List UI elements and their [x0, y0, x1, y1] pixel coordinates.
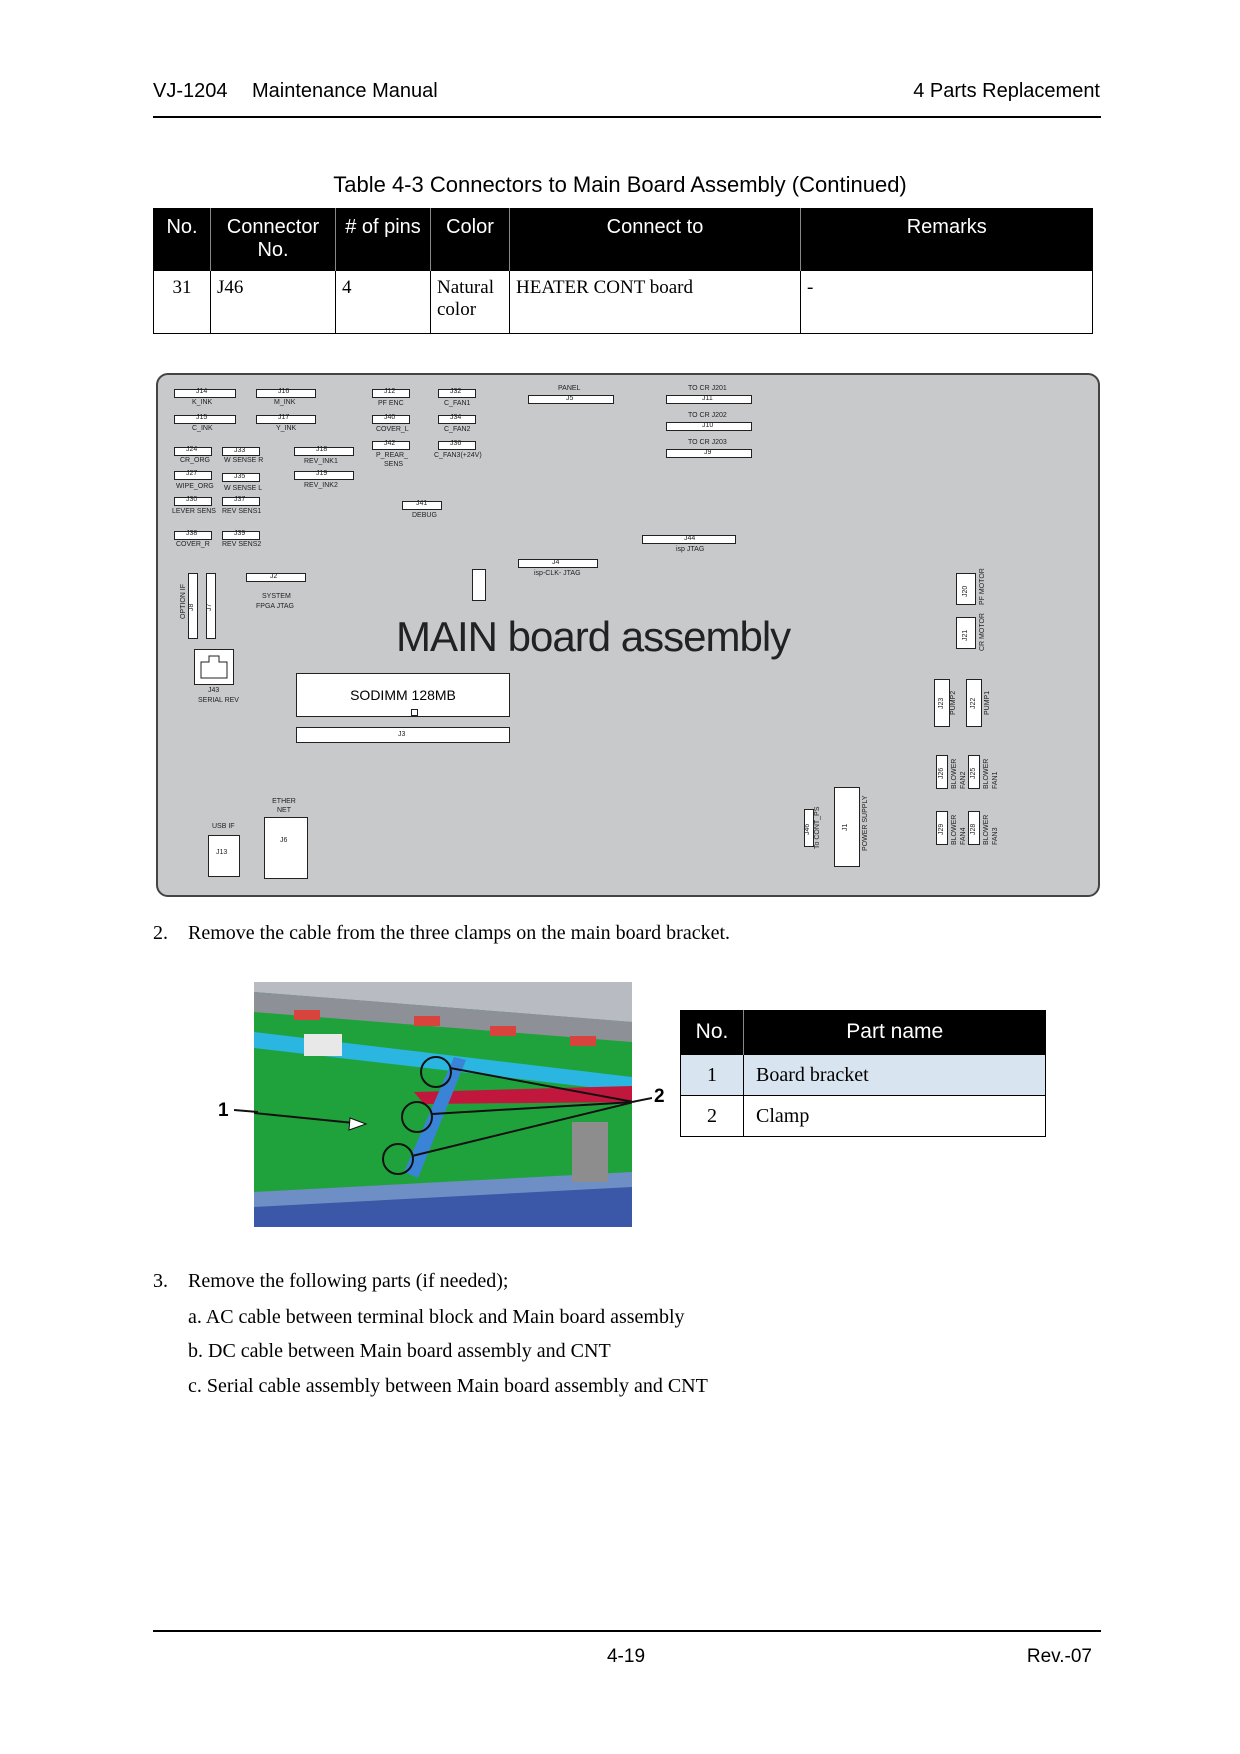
col-part-no: No.	[681, 1010, 744, 1055]
sodimm-slot: SODIMM 128MB	[296, 673, 510, 717]
label-j39: J39	[234, 530, 246, 537]
label-j46: J46	[804, 823, 811, 835]
table-row	[154, 271, 1093, 334]
label-debug: DEBUG	[412, 512, 437, 519]
cell-connect-to: HEATER CONT board	[510, 271, 801, 334]
manual-name: Maintenance Manual	[252, 80, 438, 102]
label-option-if: OPTION IF	[180, 584, 187, 619]
label-cover-r: COVER_R	[176, 541, 210, 548]
label-isp-clk-jtag: isp-CLK- JTAG	[534, 570, 581, 577]
doc-title: VJ-1204	[153, 80, 228, 102]
label-j40: J40	[384, 414, 396, 421]
col-remarks: Remarks	[801, 208, 1093, 271]
parts-header-row	[681, 1010, 1046, 1055]
label-j2: J2	[270, 573, 278, 580]
col-part-name: Part name	[744, 1010, 1046, 1055]
cell-no: 31	[154, 271, 211, 334]
label-k-ink: K_INK	[192, 399, 213, 406]
label-w-sense-l: W SENSE L	[224, 485, 263, 492]
substep-a: a. AC cable between terminal block and Main board assembly	[188, 1306, 685, 1328]
label-rev-sens1: REV SENS1	[222, 508, 262, 515]
board-bracket-photo	[254, 982, 632, 1227]
substep-c: c. Serial cable assembly between Main board assembly and CNT	[188, 1375, 708, 1397]
label-c-fan3: C_FAN3(+24V)	[434, 452, 482, 459]
callout-1-arrow	[234, 1098, 258, 1118]
serial-port-icon	[195, 650, 233, 684]
label-j35: J35	[234, 473, 246, 480]
label-j25: J25	[970, 767, 977, 779]
label-c-fan1: C_FAN1	[444, 400, 471, 407]
label-j8: J8	[188, 603, 195, 611]
main-board-diagram	[156, 373, 1100, 897]
step-number: 3.	[153, 1270, 168, 1292]
label-lever-sens: LEVER SENS	[172, 508, 216, 515]
label-wipe-org: WIPE_ORG	[176, 483, 214, 490]
cell-part-no: 2	[681, 1096, 744, 1137]
col-no: No.	[154, 208, 211, 271]
sodimm-notch	[411, 709, 418, 716]
label-cover-l: COVER_L	[376, 426, 409, 433]
label-p-rear: P_REAR_	[376, 452, 408, 459]
label-j16: J16	[278, 388, 290, 395]
label-fpga-jtag: FPGA JTAG	[256, 603, 294, 610]
cell-pins: 4	[336, 271, 431, 334]
page-number: 4-19	[606, 1646, 646, 1667]
label-j4: J4	[552, 559, 560, 566]
label-j12: J12	[384, 388, 396, 395]
step-text: Remove the cable from the three clamps on the main board bracket.	[188, 922, 731, 944]
label-system: SYSTEM	[262, 593, 291, 600]
revision: Rev.-07	[1026, 1646, 1092, 1667]
label-panel: PANEL	[558, 385, 581, 392]
label-cr-org: CR_ORG	[180, 457, 210, 464]
section-title: 4 Parts Replacement	[913, 80, 1100, 102]
label-j43: J43	[208, 687, 220, 694]
label-rev-ink2: REV_INK2	[304, 482, 338, 489]
label-m-ink: M_INK	[274, 399, 296, 406]
usb-if-port	[208, 835, 240, 877]
label-j30: J30	[186, 496, 198, 503]
label-j7: J7	[206, 603, 213, 611]
label-serial-rev: SERIAL REV	[198, 697, 239, 704]
label-cr-motor: CR MOTOR	[979, 613, 986, 651]
label-usb-if: USB IF	[212, 823, 235, 830]
parts-table	[680, 1010, 1046, 1137]
label-j34: J34	[450, 414, 462, 421]
step-text: Remove the following parts (if needed);	[188, 1270, 509, 1292]
cell-part-name: Board bracket	[744, 1055, 1046, 1096]
step-number: 2.	[153, 922, 168, 944]
label-pf-enc: PF ENC	[378, 400, 404, 407]
footer-rule	[153, 1630, 1101, 1632]
label-power-supply: POWER SUPPLY	[862, 795, 869, 851]
label-rev-ink1: REV_INK1	[304, 458, 338, 465]
label-j5: J5	[566, 395, 574, 402]
label-j44: J44	[684, 535, 696, 542]
label-j36: J36	[450, 440, 462, 447]
label-j10: J10	[702, 422, 714, 429]
board-title: MAIN board assembly	[396, 613, 791, 660]
label-j14: J14	[196, 388, 208, 395]
label-to-cr-j201: TO CR J201	[688, 385, 727, 392]
label-isp-jtag: isp JTAG	[676, 546, 705, 553]
label-w-sense-r: W SENSE R	[224, 457, 264, 464]
cell-color: Natural color	[431, 271, 510, 334]
component-small	[472, 569, 486, 601]
label-c-fan2: C_FAN2	[444, 426, 471, 433]
label-j9: J9	[704, 449, 712, 456]
cell-part-name: Clamp	[744, 1096, 1046, 1137]
label-j26: J26	[938, 767, 945, 779]
substep-b: b. DC cable between Main board assembly and CNT	[188, 1340, 611, 1362]
label-blower-fan3: BLOWER FAN3	[983, 814, 999, 845]
label-j38: J38	[186, 530, 198, 537]
label-to-cr-j203: TO CR J203	[688, 439, 727, 446]
label-j18: J18	[316, 446, 328, 453]
table-row	[681, 1096, 1046, 1137]
label-pf-motor: PF MOTOR	[979, 568, 986, 605]
callout-1: 1	[218, 1100, 229, 1121]
label-j33: J33	[234, 447, 246, 454]
cell-part-no: 1	[681, 1055, 744, 1096]
col-color: Color	[431, 208, 510, 271]
label-y-ink: Y_INK	[276, 425, 297, 432]
label-j42: J42	[384, 440, 396, 447]
cell-remarks: -	[801, 271, 1093, 334]
label-sens: SENS	[384, 461, 404, 468]
col-connect-to: Connect to	[510, 208, 801, 271]
label-j32: J32	[450, 388, 462, 395]
label-pump2: PUMP2	[950, 690, 957, 715]
ether-net-port	[264, 817, 308, 879]
table-row	[681, 1055, 1046, 1096]
label-j11: J11	[702, 395, 713, 402]
label-to-cont-ps: To CONT_PS	[814, 806, 821, 849]
label-j21: J21	[962, 629, 969, 641]
label-pump1: PUMP1	[984, 690, 991, 715]
label-j22: J22	[970, 697, 977, 709]
label-j20: J20	[962, 585, 969, 597]
cell-connector: J46	[211, 271, 336, 334]
serial-rev-port	[194, 649, 234, 685]
label-j3: J3	[398, 731, 406, 738]
label-j28: J28	[970, 823, 977, 835]
label-j37: J37	[234, 496, 246, 503]
label-blower-fan1: BLOWER FAN1	[983, 758, 999, 789]
label-j1: J1	[842, 823, 849, 831]
label-j23: J23	[938, 697, 945, 709]
connector-table	[153, 208, 1093, 334]
label-j29: J29	[938, 823, 945, 835]
label-c-ink: C_INK	[192, 425, 213, 432]
label-j6: J6	[280, 837, 288, 844]
label-rev-sens2: REV SENS2	[222, 541, 262, 548]
header-rule	[153, 116, 1101, 118]
board-bracket-illustration	[254, 982, 632, 1227]
label-j19: J19	[316, 470, 328, 477]
col-connector: Connector No.	[211, 208, 336, 271]
label-j13: J13	[216, 849, 228, 856]
label-blower-fan4: BLOWER FAN4	[951, 814, 967, 845]
callout-2-arrow	[632, 1096, 652, 1108]
label-blower-fan2: BLOWER FAN2	[951, 758, 967, 789]
table-caption: Table 4-3 Connectors to Main Board Assembly (Continued)	[333, 172, 907, 197]
label-j24: J24	[186, 446, 198, 453]
label-j41: J41	[416, 500, 428, 507]
label-j17: J17	[278, 414, 290, 421]
label-to-cr-j202: TO CR J202	[688, 412, 727, 419]
label-ether-net: ETHER NET	[272, 798, 296, 814]
callout-2: 2	[654, 1086, 665, 1107]
label-j27: J27	[186, 470, 198, 477]
col-pins: # of pins	[336, 208, 431, 271]
table-header-row	[154, 208, 1093, 271]
label-j15: J15	[196, 414, 208, 421]
